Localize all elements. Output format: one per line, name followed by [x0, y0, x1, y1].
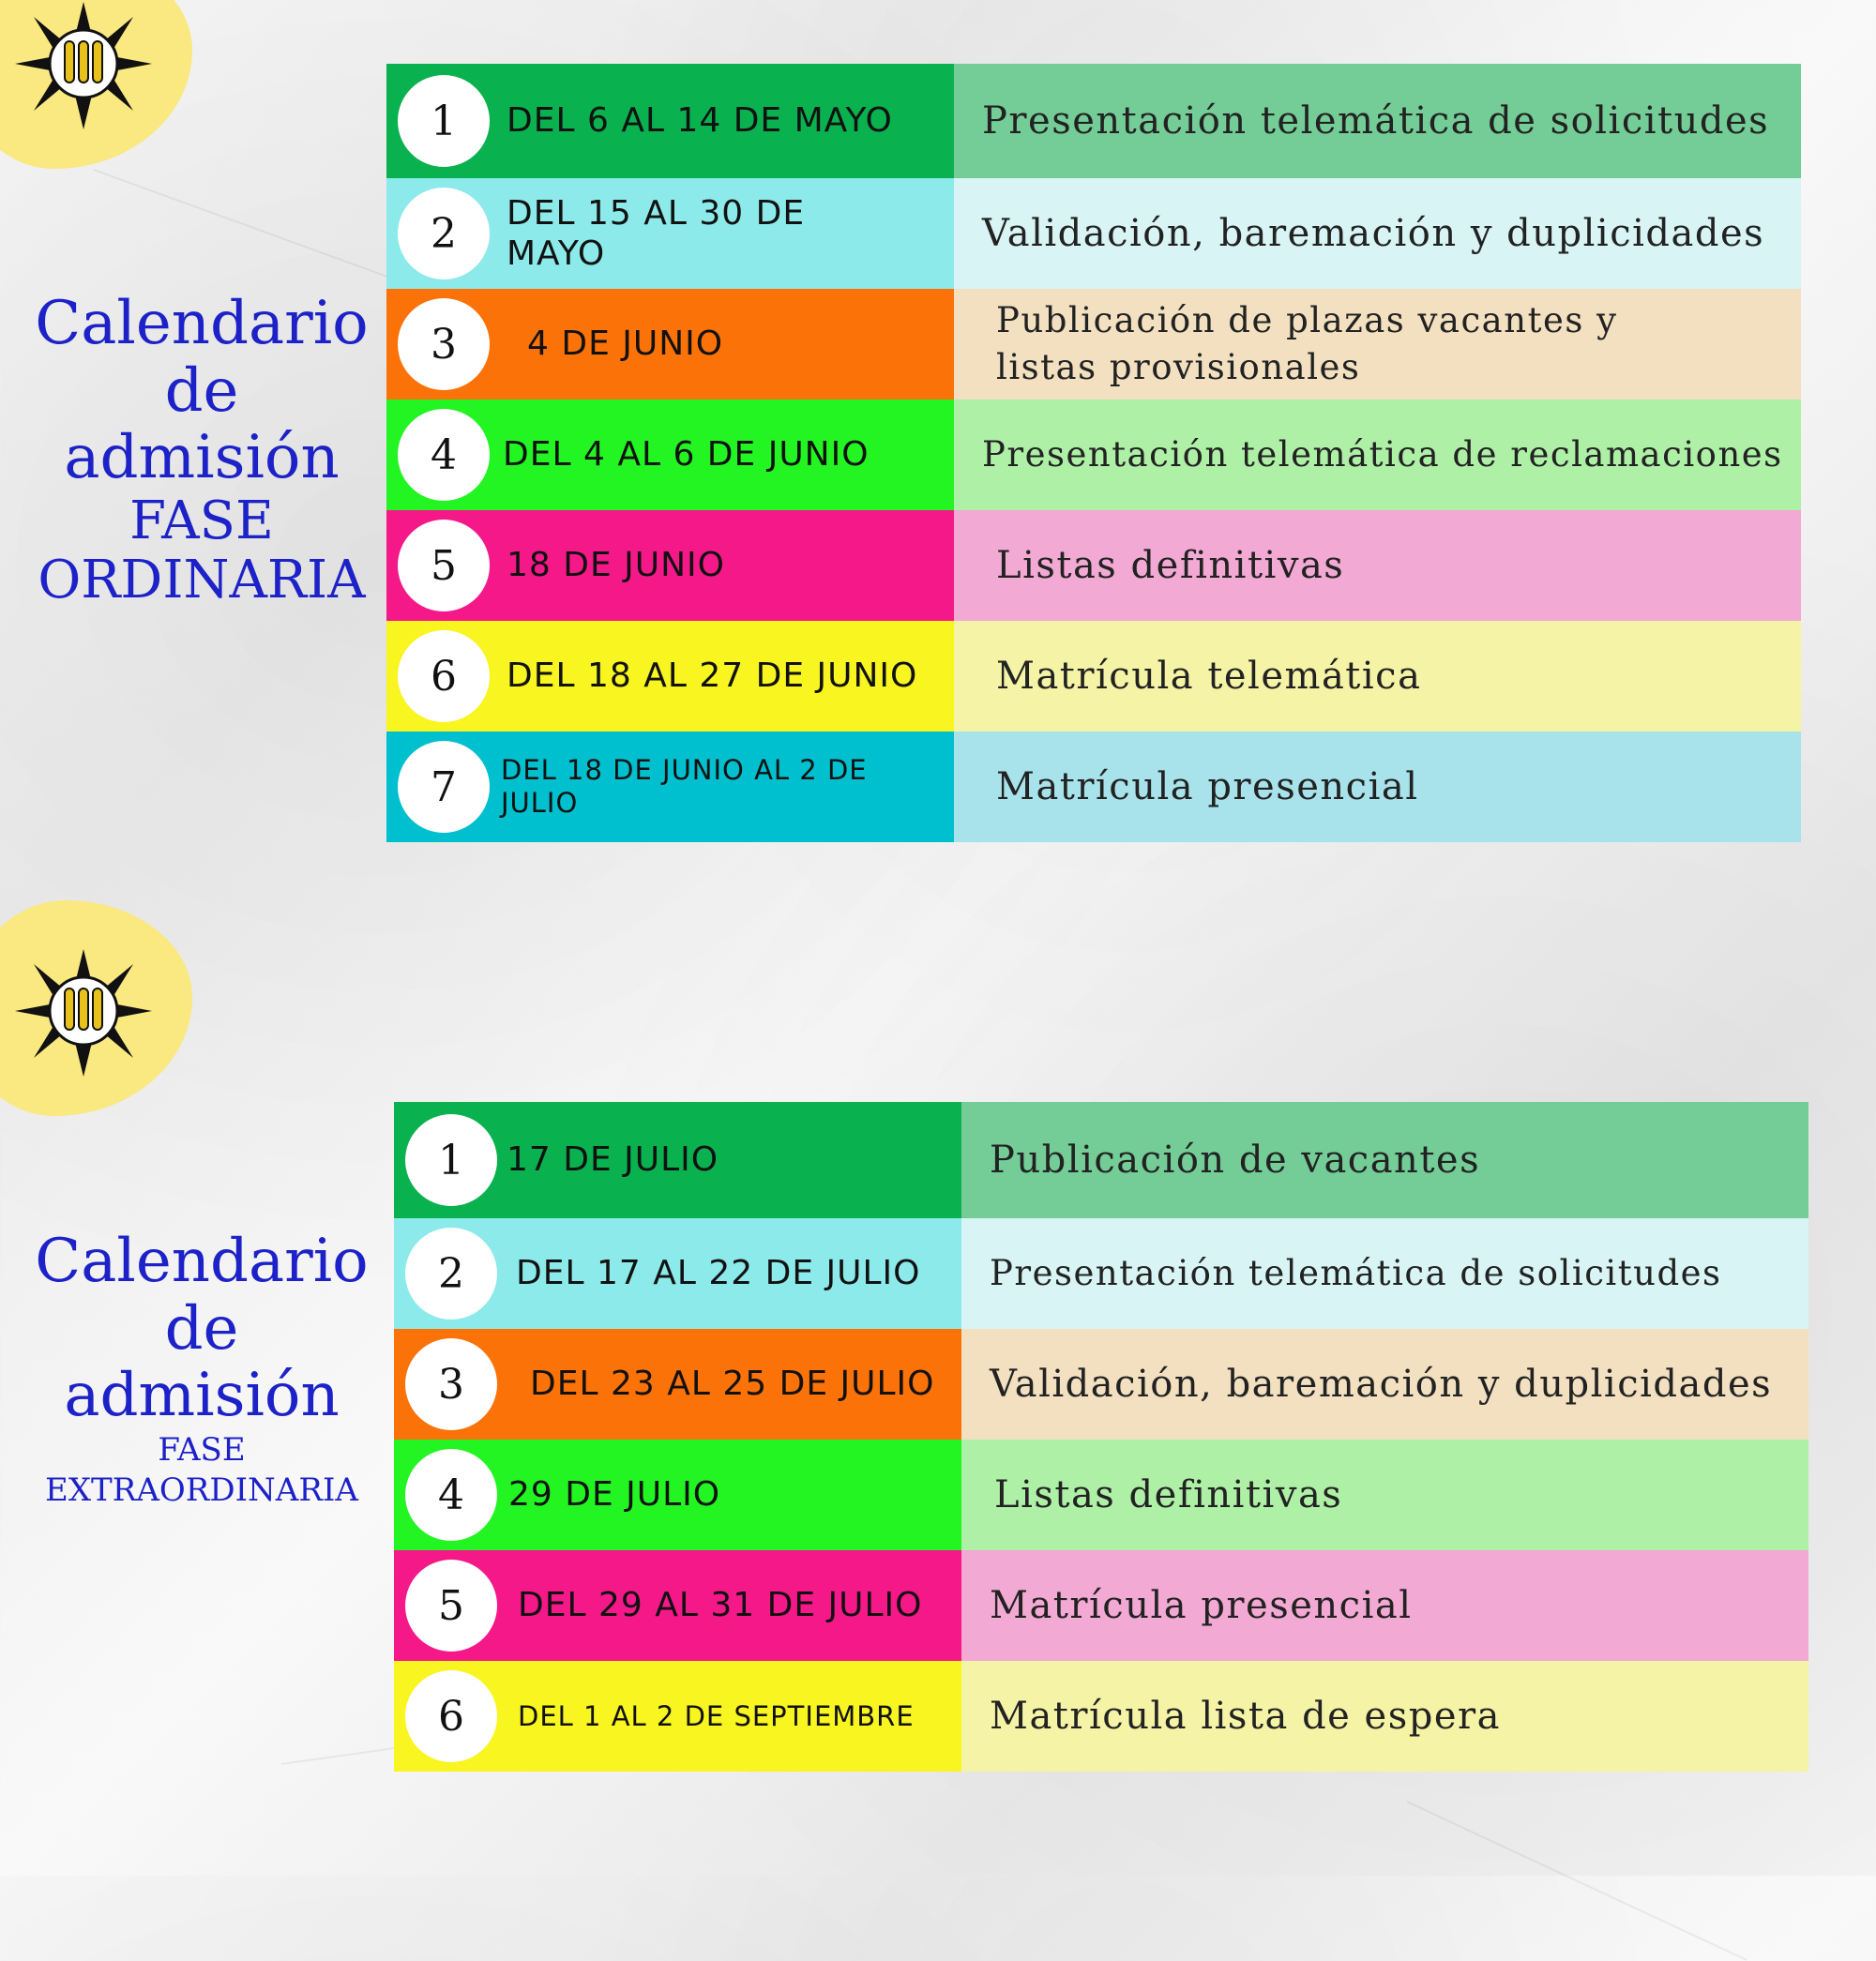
table-row: [386, 64, 1801, 178]
table-row: [386, 289, 1801, 400]
description-cell: Validación, baremación y duplicidades: [954, 178, 1801, 289]
description-cell: Presentación telemática de solicitudes: [954, 64, 1801, 178]
description-cell: Matrícula lista de espera: [961, 1661, 1808, 1772]
table-row: [394, 1440, 1808, 1550]
step-number-badge: 2: [405, 1228, 497, 1320]
step-number-badge: 4: [398, 409, 490, 501]
title-line-1: Calendario: [35, 1227, 369, 1296]
date-cell: [394, 1661, 961, 1772]
description-cell: Listas definitivas: [954, 510, 1801, 621]
date-cell: [386, 400, 954, 510]
date-cell: [386, 178, 954, 289]
date-label: DEL 18 DE JUNIO AL 2 DE JULIO: [501, 754, 868, 819]
step-number-badge: 6: [398, 630, 490, 722]
table-row: [394, 1661, 1808, 1772]
step-number-badge: 3: [398, 298, 490, 390]
description-cell: Validación, baremación y duplicidades: [961, 1329, 1808, 1440]
description-cell: Matrícula telemática: [954, 621, 1801, 732]
date-cell: [394, 1550, 961, 1661]
step-number-badge: 3: [405, 1338, 497, 1430]
table-row: [394, 1550, 1808, 1661]
date-cell: [386, 289, 954, 400]
extraordinaria-panel: [0, 938, 1876, 1876]
description-cell: Listas definitivas: [961, 1440, 1808, 1550]
date-label: DEL 4 AL 6 DE JUNIO: [503, 435, 870, 475]
date-label: DEL 1 AL 2 DE SEPTIEMBRE: [518, 1699, 915, 1732]
date-label: DEL 6 AL 14 DE MAYO: [507, 101, 893, 141]
date-cell: [386, 510, 954, 621]
title-line-2: de admisión: [64, 1293, 340, 1431]
date-cell: [394, 1218, 961, 1329]
description-cell: Presentación telemática de solicitudes: [961, 1218, 1808, 1329]
date-cell: [394, 1329, 961, 1440]
ordinaria-calendar-table: [386, 64, 1801, 842]
step-number-badge: 7: [398, 741, 490, 833]
table-row: [386, 178, 1801, 289]
title-line-1: Calendario: [35, 289, 369, 358]
step-number-badge: 2: [398, 188, 490, 279]
date-label: 4 DE JUNIO: [527, 324, 724, 364]
school-logo-icon: [13, 947, 154, 1079]
table-row: [386, 400, 1801, 510]
step-number-badge: 4: [405, 1449, 497, 1541]
title-line-3: FASE: [158, 1431, 246, 1470]
step-number-badge: 5: [405, 1560, 497, 1652]
table-row: [386, 732, 1801, 842]
date-label: DEL 17 AL 22 DE JULIO: [516, 1254, 921, 1293]
description-cell: Matrícula presencial: [954, 732, 1801, 842]
date-label: 17 DE JULIO: [507, 1140, 719, 1180]
date-label: DEL 29 AL 31 DE JULIO: [518, 1586, 923, 1625]
description-cell: Publicación de vacantes: [961, 1102, 1808, 1218]
ordinaria-title: [19, 291, 385, 610]
ordinaria-panel: [0, 0, 1876, 938]
table-row: [386, 621, 1801, 732]
step-number-badge: 1: [405, 1114, 497, 1206]
date-cell: [386, 621, 954, 732]
title-line-4: EXTRAORDINARIA: [45, 1471, 358, 1509]
title-line-2: de admisión: [64, 355, 340, 493]
date-cell: [394, 1440, 961, 1550]
extraordinaria-calendar-table: [394, 1102, 1808, 1772]
date-label: 18 DE JUNIO: [507, 546, 726, 585]
step-number-badge: 6: [405, 1670, 497, 1762]
title-line-4: ORDINARIA: [38, 549, 366, 611]
extraordinaria-title: [19, 1229, 385, 1510]
date-cell: [394, 1102, 961, 1218]
description-cell: Presentación telemática de reclamaciones: [954, 400, 1801, 510]
description-cell: Matrícula presencial: [961, 1550, 1808, 1661]
date-label: DEL 18 AL 27 DE JUNIO: [507, 656, 918, 696]
school-logo-icon: [13, 0, 154, 131]
date-label: 29 DE JULIO: [508, 1475, 721, 1515]
description-cell: Publicación de plazas vacantes y listas provisionales: [954, 289, 1801, 400]
table-row: [394, 1102, 1808, 1218]
step-number-badge: 5: [398, 520, 490, 611]
date-cell: [386, 64, 954, 178]
date-label: DEL 23 AL 25 DE JULIO: [530, 1365, 935, 1404]
table-row: [394, 1218, 1808, 1329]
date-label: DEL 15 AL 30 DE MAYO: [507, 193, 806, 273]
table-row: [386, 510, 1801, 621]
step-number-badge: 1: [398, 75, 490, 167]
title-line-3: FASE: [129, 490, 274, 552]
date-cell: [386, 732, 954, 842]
table-row: [394, 1329, 1808, 1440]
